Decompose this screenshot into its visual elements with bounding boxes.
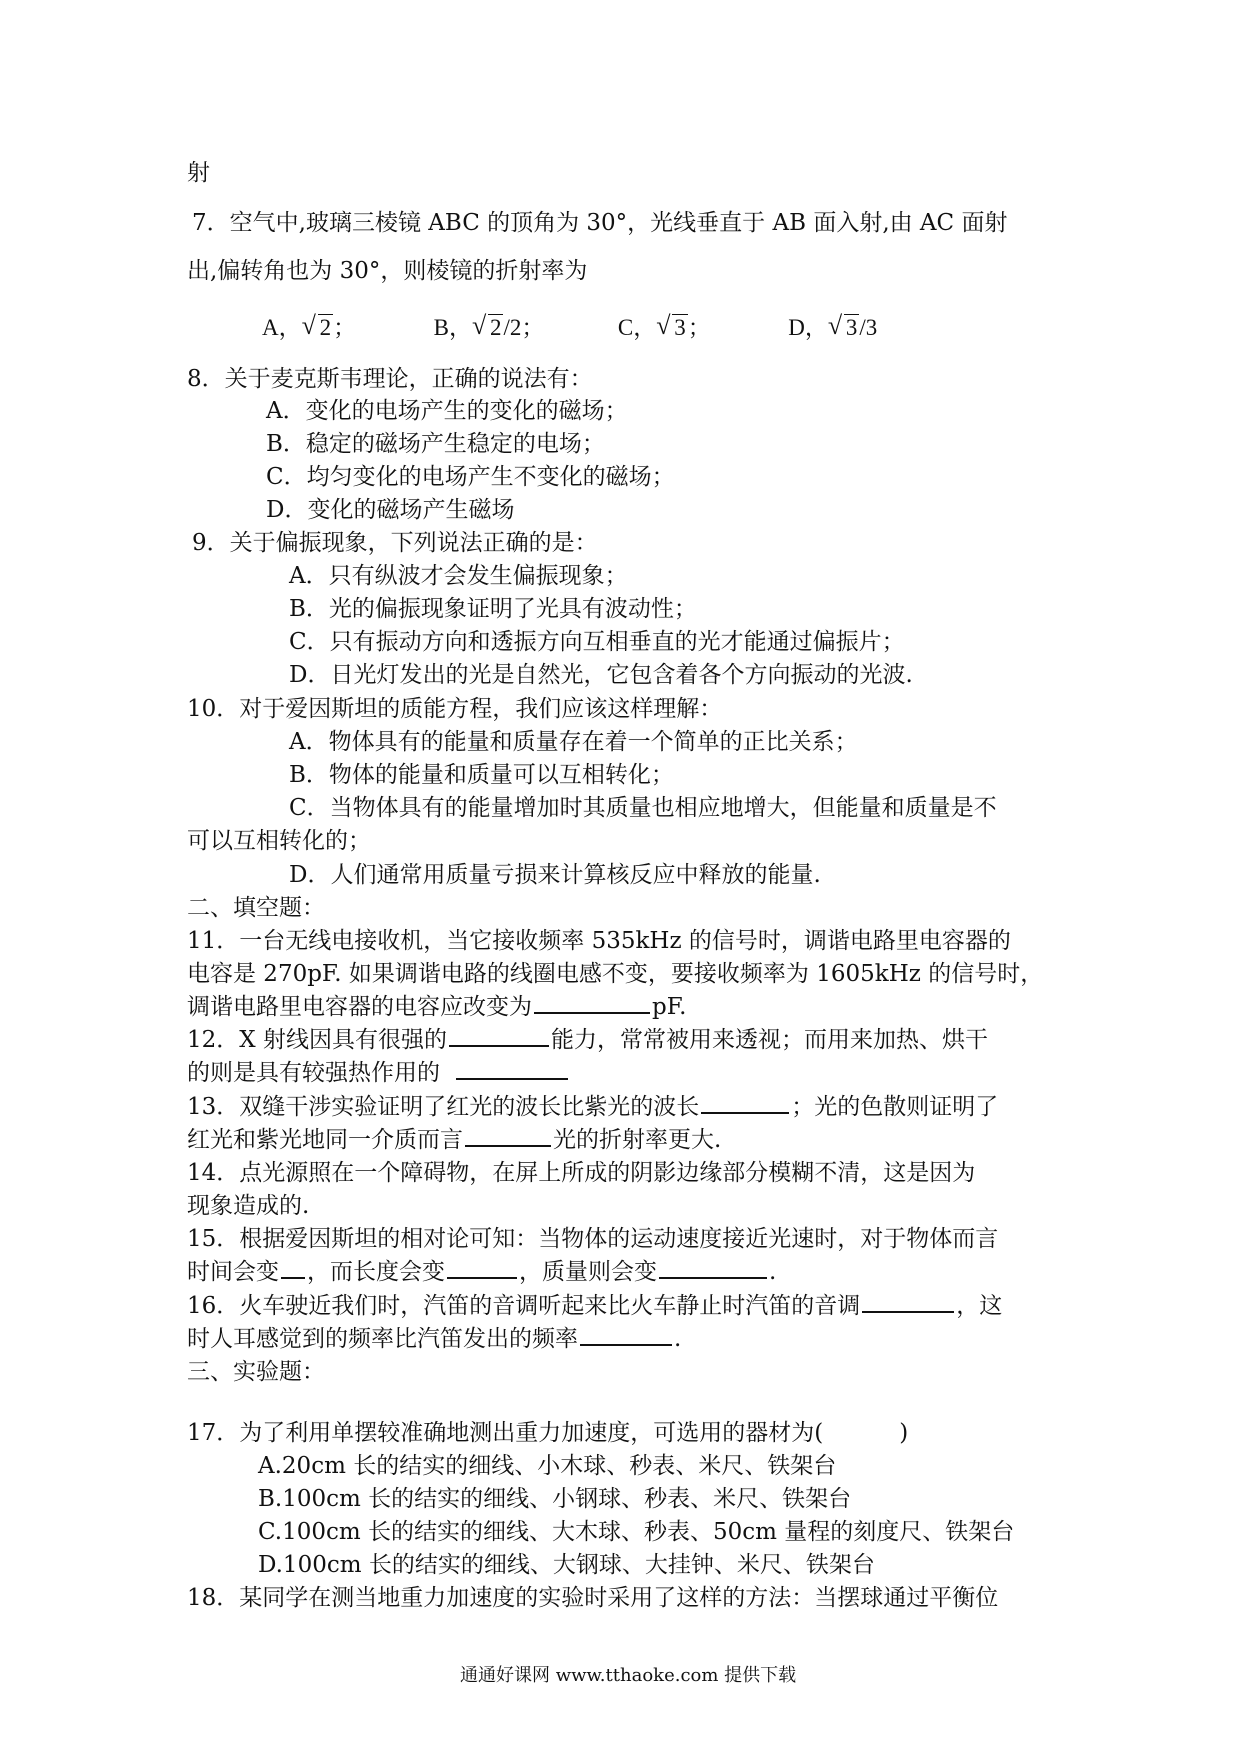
answer-blank [580,1343,672,1346]
text-line: 时间会变 ，而长度会变 ，质量则会变 . [187,1259,777,1285]
answer-blank [447,1276,517,1279]
question-13: 13．双缝干涉实验证明了红光的波长比紫光的波长 ；光的色散则证明了 [187,1094,999,1120]
page-footer: 通通好课网 www.tthaoke.com 提供下载 [460,1665,797,1686]
question-9: 9．关于偏振现象，下列说法正确的是： [192,530,598,556]
answer-blank [456,1077,568,1080]
answer-blank [465,1144,551,1147]
text-line: 红光和紫光地同一介质而言 光的折射率更大. [187,1127,722,1153]
question-16: 16．火车驶近我们时，汽笛的音调听起来比火车静止时汽笛的音调 ，这 [187,1293,1003,1319]
option-line: D．变化的磁场产生磁场 [266,497,515,523]
answer-blank [281,1276,305,1279]
question-8: 8．关于麦克斯韦理论，正确的说法有： [187,366,593,392]
option-line: C．只有振动方向和透振方向互相垂直的光才能通过偏振片； [289,629,905,655]
answer-blank [701,1111,789,1114]
option-line: B．物体的能量和质量可以互相转化； [289,762,674,788]
option-line: B.100cm 长的结实的细线、小钢球、秒表、米尺、铁架台 [258,1486,852,1512]
option-line: A．物体具有的能量和质量存在着一个简单的正比关系； [289,729,858,755]
question-17: 17．为了利用单摆较准确地测出重力加速度，可选用的器材为( ) [187,1420,909,1446]
option-line: C.100cm 长的结实的细线、大木球、秒表、50cm 量程的刻度尺、铁架台 [258,1519,1015,1545]
text-line: 调谐电路里电容器的电容应改变为 pF. [187,994,687,1020]
option-line: A．只有纵波才会发生偏振现象； [289,563,628,589]
question-11: 11．一台无线电接收机，当它接收频率 535kHz 的信号时，调谐电路里电容器的 [187,928,1011,954]
option-line: D.100cm 长的结实的细线、大钢球、大挂钟、米尺、铁架台 [258,1552,875,1578]
question-12: 12．X 射线因具有很强的 能力，常常被用来透视；而用来加热、烘干 [187,1027,988,1053]
text-line: 的则是具有较强热作用的 [187,1060,570,1086]
choice-b: B， √ 2/2； [433,311,545,340]
answer-blank [659,1276,767,1279]
question-15: 15．根据爱因斯坦的相对论可知：当物体的运动速度接近光速时，对于物体而言 [187,1226,999,1252]
text-line: 现象造成的. [187,1193,310,1219]
text-line: 电容是 270pF. 如果调谐电路的线圈电感不变，要接收频率为 1605kHz 的信号时， [187,961,1044,987]
question-7: 7．空气中,玻璃三棱镜 ABC 的顶角为 30°，光线垂直于 AB 面入射,由 AC 面射 [192,210,1008,236]
choice-c: C， √ 3； [617,311,711,340]
option-line: C．当物体具有的能量增加时其质量也相应地增大，但能量和质量是不 [289,795,997,821]
question-10: 10．对于爱因斯坦的质能方程，我们应该这样理解： [187,696,723,722]
text-line: 射 [187,160,210,186]
text-line: 可以互相转化的； [187,828,371,854]
option-line: D．日光灯发出的光是自然光，它包含着各个方向振动的光波. [289,662,913,688]
option-line: B．光的偏振现象证明了光具有波动性； [289,596,697,622]
option-line: C．均匀变化的电场产生不变化的磁场； [266,464,675,490]
answer-blank [534,1011,650,1014]
text-line: 时人耳感觉到的频率比汽笛发出的频率 . [187,1326,682,1352]
text-line: 出,偏转角也为 30°，则棱镜的折射率为 [187,258,588,284]
option-line: A．变化的电场产生的变化的磁场； [266,398,628,424]
option-line: B．稳定的磁场产生稳定的电场； [266,431,605,457]
choice-a: A， √ 2； [262,311,357,340]
answer-blank [862,1310,954,1313]
option-line: D．人们通常用质量亏损来计算核反应中释放的能量. [289,862,821,888]
section-heading: 三、实验题： [187,1359,325,1385]
question-18: 18．某同学在测当地重力加速度的实验时采用了这样的方法：当摆球通过平衡位 [187,1585,999,1611]
choice-d: D， √ 3/3 [788,311,878,340]
answer-blank [449,1044,549,1047]
question-14: 14．点光源照在一个障碍物，在屏上所成的阴影边缘部分模糊不清，这是因为 [187,1160,976,1186]
section-heading: 二、填空题： [187,895,325,921]
option-line: A.20cm 长的结实的细线、小木球、秒表、米尺、铁架台 [258,1453,837,1479]
question-7-choices [262,311,878,341]
